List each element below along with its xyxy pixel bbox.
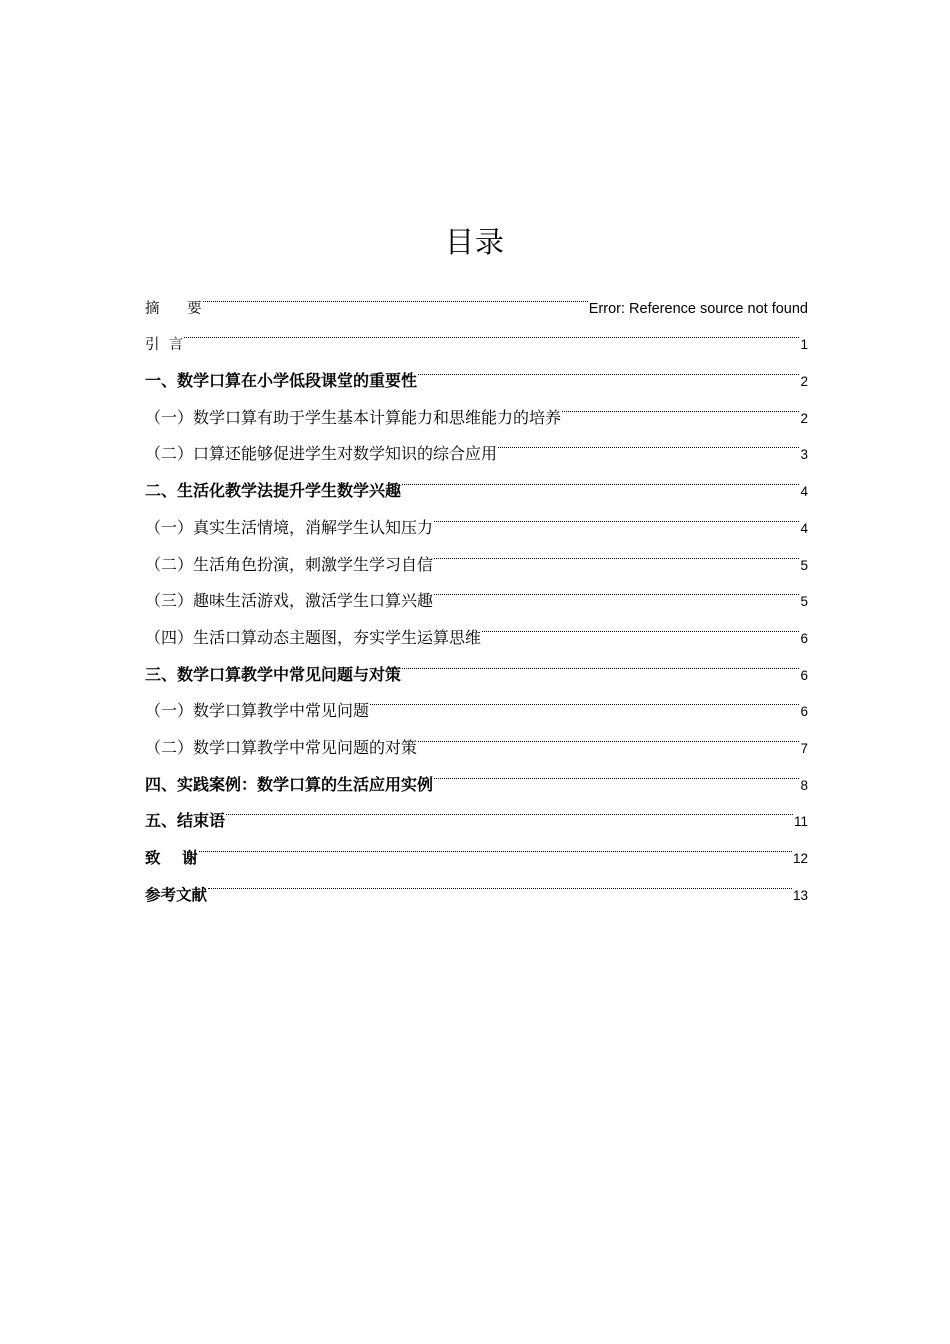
toc-dot-leader: [402, 459, 799, 496]
toc-entry-label: （四）生活口算动态主题图，夯实学生运算思维: [145, 627, 482, 647]
toc-entry-label: 参考文献: [145, 885, 208, 904]
toc-entry-label: 五、结束语: [145, 811, 226, 831]
toc-entry-page: 4: [800, 484, 808, 500]
toc-dot-leader: [434, 496, 799, 533]
toc-dot-leader: [434, 533, 799, 570]
toc-title: 目录: [444, 225, 505, 259]
toc-entry-page: 7: [800, 740, 808, 756]
toc-entry-page: 2: [800, 374, 808, 390]
toc-entry-page: 2: [800, 410, 808, 426]
toc-entry-acknowledgements[interactable]: [145, 826, 808, 867]
toc-entry-abstract[interactable]: [145, 276, 808, 317]
toc-entry-references[interactable]: [145, 863, 808, 904]
toc-entry-label: 四、实践案例：数学口算的生活应用实例: [145, 774, 434, 794]
toc-entry-label: 二、生活化教学法提升学生数学兴趣: [145, 481, 402, 501]
toc-entry-page: Error: Reference source not found: [588, 300, 808, 317]
toc-entry-label: （二）口算还能够促进学生对数学知识的综合应用: [145, 444, 498, 464]
toc-dot-leader: [226, 790, 793, 827]
table-of-contents: [145, 276, 808, 904]
toc-entry-section-5[interactable]: [145, 790, 808, 831]
toc-dot-leader: [434, 753, 799, 790]
toc-entry-label: 摘 要: [145, 300, 202, 317]
toc-entry-label: 引 言: [145, 337, 184, 354]
toc-entry-page: 8: [800, 777, 808, 793]
toc-entry-label: 致 谢: [145, 849, 198, 867]
toc-entry-label: （一）数学口算有助于学生基本计算能力和思维能力的培养: [145, 407, 562, 427]
toc-entry-label: （一）数学口算教学中常见问题: [145, 701, 370, 721]
toc-entry-label: 三、数学口算教学中常见问题与对策: [145, 664, 402, 684]
toc-entry-label: （三）趣味生活游戏，激活学生口算兴趣: [145, 591, 434, 611]
toc-dot-leader: [434, 570, 799, 607]
toc-dot-leader: [184, 313, 799, 350]
toc-dot-leader: [208, 863, 792, 900]
toc-dot-leader: [482, 606, 799, 643]
toc-dot-leader: [402, 643, 799, 680]
toc-entry-page: 11: [793, 814, 808, 830]
toc-dot-leader: [418, 716, 799, 753]
toc-entry-label: （二）数学口算教学中常见问题的对策: [145, 737, 418, 757]
toc-entry-page: 13: [792, 887, 808, 903]
toc-entry-page: 3: [800, 447, 808, 463]
toc-entry-page: 6: [800, 667, 808, 683]
toc-dot-leader: [203, 276, 588, 313]
toc-dot-leader: [498, 423, 799, 460]
toc-entry-page: 6: [800, 704, 808, 720]
toc-dot-leader: [562, 386, 799, 423]
toc-entry-label: 一、数学口算在小学低段课堂的重要性: [145, 371, 418, 391]
toc-entry-page: 4: [800, 520, 808, 536]
toc-dot-leader: [370, 680, 799, 717]
toc-entry-introduction[interactable]: [145, 313, 808, 354]
toc-entry-page: 5: [800, 594, 808, 610]
toc-entry-page: 6: [800, 630, 808, 646]
toc-entry-page: 1: [800, 337, 808, 353]
toc-dot-leader: [418, 349, 799, 386]
toc-dot-leader: [199, 826, 792, 863]
toc-entry-page: 5: [800, 557, 808, 573]
toc-entry-section-1[interactable]: [145, 349, 808, 391]
toc-entry-page: 12: [792, 851, 808, 866]
toc-entry-label: （一）真实生活情境，消解学生认知压力: [145, 517, 434, 537]
toc-entry-label: （二）生活角色扮演，刺激学生学习自信: [145, 554, 434, 574]
